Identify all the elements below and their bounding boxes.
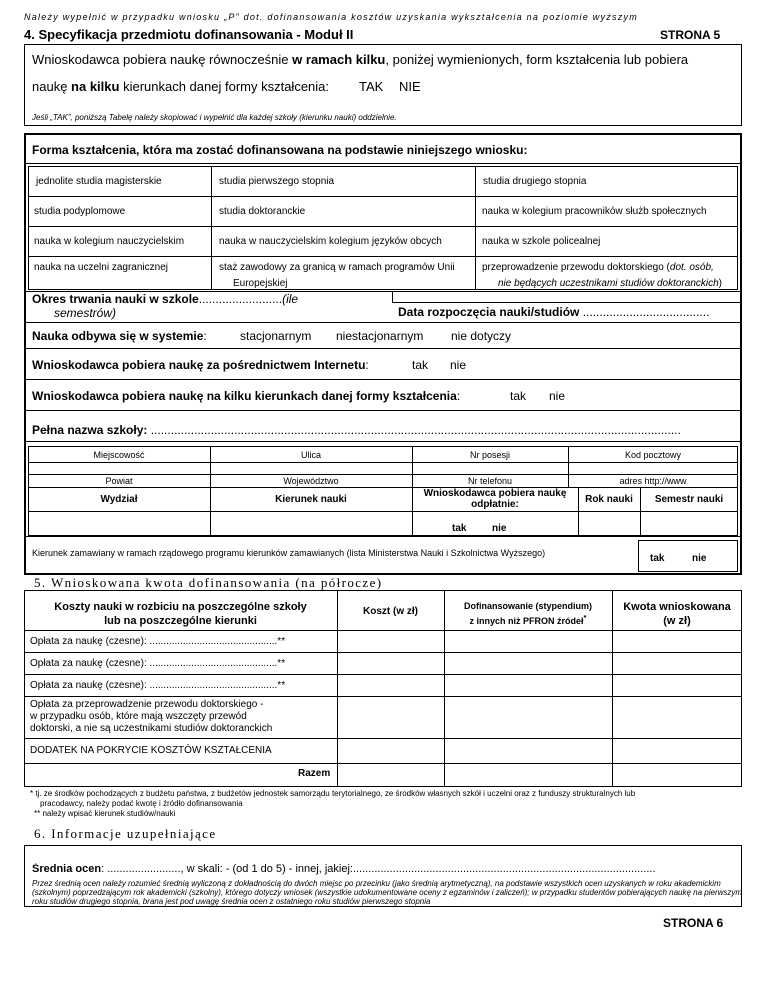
system-option-stationary[interactable]: stacjonarnym xyxy=(240,329,312,343)
tuition-row[interactable]: Opłata za naukę (czesne): ..............................................** xyxy=(30,680,286,691)
form-option-post-secondary[interactable]: nauka w szkole policealnej xyxy=(482,236,601,247)
internet-tak-option[interactable]: tak xyxy=(412,358,429,372)
multi-nie-option[interactable]: nie xyxy=(549,389,566,403)
cost-col-requested: Kwota wnioskowana (w zł) xyxy=(623,601,731,627)
form-option-doctoral-procedure-line2: nie będących uczestnikami studiów doktoranckich) xyxy=(498,278,723,289)
col-city: Miejscowość xyxy=(93,450,145,460)
col-voivodeship: Województwo xyxy=(283,476,339,486)
col-faculty: Wydział xyxy=(100,494,138,505)
footnote-2: ** należy wpisać kierunek studiów/nauki xyxy=(34,809,176,818)
total-label: Razem xyxy=(298,768,331,779)
section-6-title: 6. Informacje uzupełniające xyxy=(34,826,217,841)
form-option-eu-internship[interactable]: staż zawodowy za granicą w ramach programów Unii xyxy=(219,262,455,273)
internet-nie-option[interactable]: nie xyxy=(450,358,467,372)
cost-col-cost: Koszt (w zł) xyxy=(363,606,418,617)
form-option-first-degree[interactable]: studia pierwszego stopnia xyxy=(219,176,335,187)
intro-note: Jeśli „TAK”, poniższą Tabelę należy skopiować i wypełnić dla każdej szkoły (kierunku nauki) oddzielnie. xyxy=(32,113,397,122)
grade-note-1: Przez średnią ocen należy rozumieć średnią wyliczoną z dokładnością do dwóch miejsc po przecinku (jako średnią arytmetyczną), na podstawie wszystkich ocen uzyskanych w roku akademickim xyxy=(32,879,721,888)
grade-average-field[interactable]: Średnia ocen: ........................, w skali: - (od 1 do 5) - innej, jakiej:................................................................................................... xyxy=(32,863,656,875)
form-option-eu-internship-line2: Europejskiej xyxy=(233,278,288,289)
system-option-non-stationary[interactable]: niestacjonarnym xyxy=(336,329,424,343)
school-name-field[interactable]: Pełna nazwa szkoły: ............................................................................................................................................................... xyxy=(32,423,681,437)
form-option-doctoral[interactable]: studia doktoranckie xyxy=(219,206,306,217)
study-system-label: Nauka odbywa się w systemie: xyxy=(32,329,207,343)
paid-nie-option[interactable]: nie xyxy=(492,523,507,534)
form-option-postgraduate[interactable]: studia podyplomowe xyxy=(34,206,126,217)
tuition-row[interactable]: Opłata za naukę (czesne): ..............................................** xyxy=(30,658,286,669)
form-option-doctoral-procedure[interactable]: przeprowadzenie przewodu doktorskiego (dot. osób, xyxy=(482,262,714,273)
form-option-teacher-college[interactable]: nauka w kolegium nauczycielskim xyxy=(34,236,185,247)
col-year: Rok nauki xyxy=(585,494,633,505)
internet-label: Wnioskodawca pobiera naukę za pośrednictwem Internetu: xyxy=(32,358,369,372)
col-field-of-study: Kierunek nauki xyxy=(275,494,347,505)
form-option-second-degree[interactable]: studia drugiego stopnia xyxy=(483,176,587,187)
intro-line-1: Wnioskodawca pobiera naukę równocześnie w ramach kilku, poniżej wymienionych, form kształcenia lub pobiera xyxy=(32,52,689,67)
ordered-field-label: Kierunek zamawiany w ramach rządowego programu kierunków zamawianych (lista Ministerstwa Nauki i Szkolnictwa Wyższego) xyxy=(32,548,546,558)
paid-tak-option[interactable]: tak xyxy=(452,523,467,534)
col-paid-study: Wnioskodawca pobiera naukę odpłatnie: xyxy=(423,488,567,510)
next-page-number: STRONA 6 xyxy=(663,916,724,930)
footnote-1-cont: pracodawcy, należy podać kwotę i źródło dofinansowania xyxy=(40,799,243,808)
intro-line-2: naukę na kilku kierunkach danej formy kształcenia: xyxy=(32,79,330,94)
col-website: adres http://www xyxy=(619,476,687,486)
cost-col-other-funding: Dofinansowanie (stypendium) z innych niż PFRON źródeł* xyxy=(463,601,592,626)
form-option-language-college[interactable]: nauka w nauczycielskim kolegium języków obcych xyxy=(219,236,442,247)
col-street: Ulica xyxy=(300,450,321,460)
form-option-unified-masters[interactable]: jednolite studia magisterskie xyxy=(36,176,162,187)
ordered-tak-option[interactable]: tak xyxy=(650,553,665,564)
grade-note-3: roku studiów drugiego stopnia, brana jest pod uwagę średnia ocen z ostatniego roku studiów pierwszego stopnia xyxy=(32,897,431,906)
intro-nie-option[interactable]: NIE xyxy=(399,79,421,94)
col-phone: Nr telefonu xyxy=(467,476,513,486)
start-date-field[interactable]: Data rozpoczęcia nauki/studiów ...................................... xyxy=(398,305,710,319)
header-note: Należy wypełnić w przypadku wniosku „P” dot. dofinansowania kosztów uzyskania wykształcenia na poziomie wyższym xyxy=(24,12,638,22)
multi-tak-option[interactable]: tak xyxy=(510,389,527,403)
grade-note-2: (szkolnym) poprzedzającym rok akademicki (szkolny), którego dotyczy wniosek (wszystkie udokumentowane oceny z egzaminów i zaliczeń); w przypadku studentów pobierających naukę na pierwszym xyxy=(32,888,743,897)
section-5-title: 5. Wnioskowana kwota dofinansowania (na półrocze) xyxy=(34,575,383,590)
cost-col-items: Koszty nauki w rozbiciu na poszczególne szkoły lub na poszczególne kierunki xyxy=(54,601,307,627)
study-period-field[interactable]: Okres trwania nauki w szkole.........................(ile xyxy=(32,292,299,306)
page-title: 4. Specyfikacja przedmiotu dofinansowania - Moduł II xyxy=(24,27,354,42)
intro-tak-option[interactable]: TAK xyxy=(359,79,384,94)
multi-direction-label: Wnioskodawca pobiera naukę na kilku kierunkach danej formy kształcenia: xyxy=(32,389,461,403)
doctoral-fee-row: Opłata za przeprowadzenie przewodu doktorskiego - w przypadku osób, które mają wszczęty przewód doktorski, a nie są uczestnikami studiów doktoranckich xyxy=(30,699,273,734)
ordered-nie-option[interactable]: nie xyxy=(692,553,707,564)
page-number: STRONA 5 xyxy=(660,28,721,42)
col-county: Powiat xyxy=(105,476,133,486)
col-house-number: Nr posesji xyxy=(469,450,510,460)
form-option-foreign-university[interactable]: nauka na uczelni zagranicznej xyxy=(34,262,168,273)
form-option-social-college[interactable]: nauka w kolegium pracowników służb społecznych xyxy=(482,206,707,217)
system-option-not-applicable[interactable]: nie dotyczy xyxy=(451,329,512,343)
supplement-row: DODATEK NA POKRYCIE KOSZTÓW KSZTAŁCENIA xyxy=(30,745,272,756)
col-postal-code: Kod pocztowy xyxy=(624,450,682,460)
forms-heading: Forma kształcenia, która ma zostać dofinansowana na podstawie niniejszego wniosku: xyxy=(32,143,528,157)
footnote-1: * tj. ze środków pochodzących z budżetu państwa, z budżetów jednostek samorządu terytorialnego, ze środków własnych szkół i uczelni oraz z funduszy strukturalnych lub xyxy=(30,789,636,798)
study-period-hint: semestrów) xyxy=(54,306,117,320)
col-semester: Semestr nauki xyxy=(654,494,724,505)
tuition-row[interactable]: Opłata za naukę (czesne): ..............................................** xyxy=(30,636,286,647)
